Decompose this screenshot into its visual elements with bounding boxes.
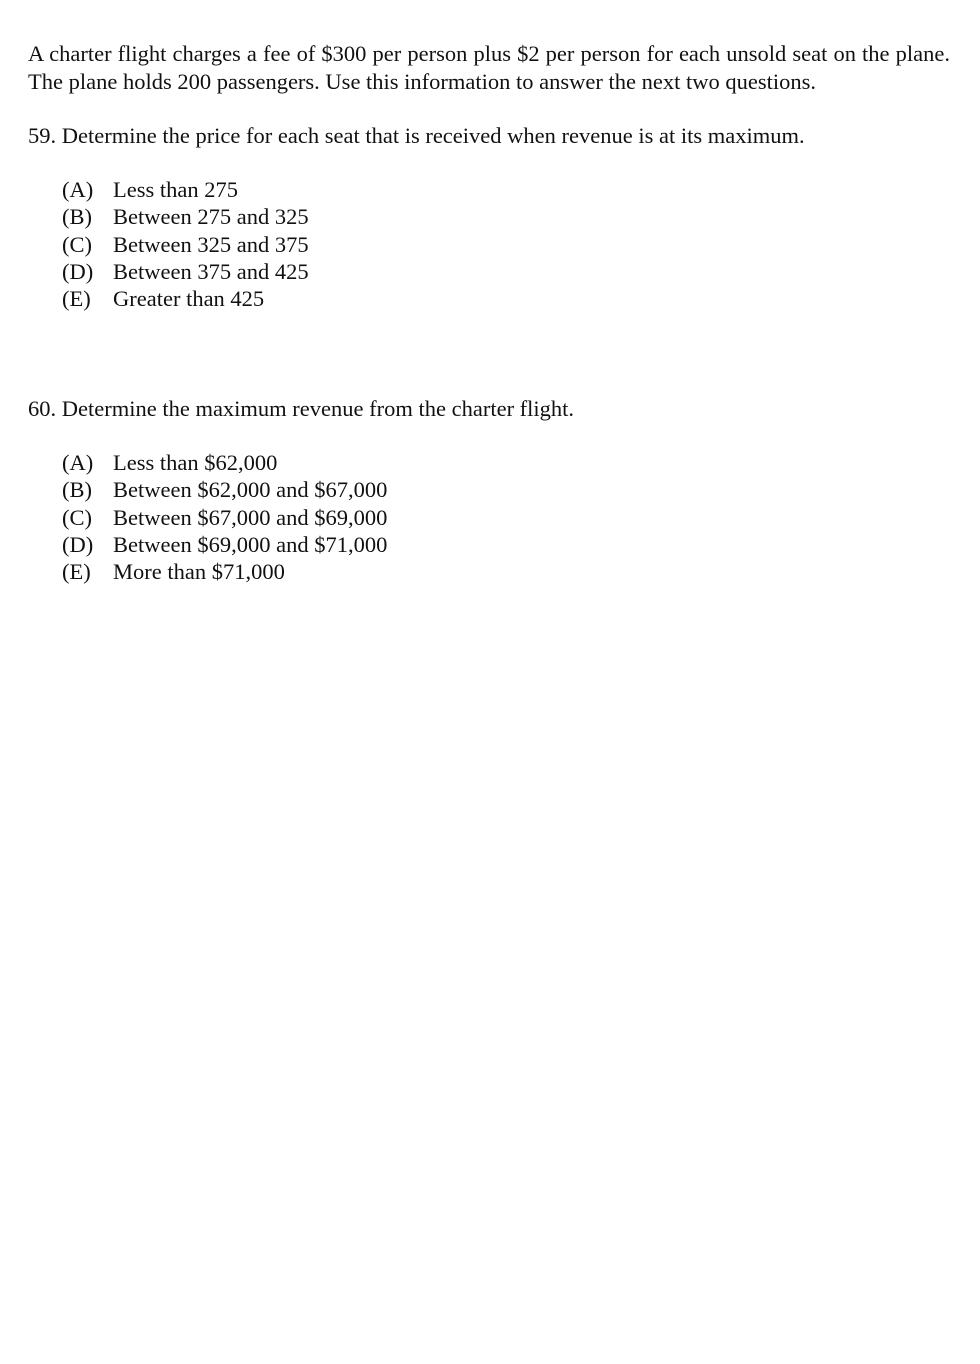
choice-text: Between $69,000 and $71,000	[113, 531, 388, 557]
choice-text: Between $67,000 and $69,000	[113, 504, 388, 530]
choice-text: Greater than 425	[113, 286, 265, 312]
choice-letter: (E)	[62, 559, 91, 585]
question-59-choices	[62, 176, 309, 312]
choice-text: Between 275 and 325	[113, 204, 309, 230]
choice-item	[62, 231, 309, 258]
choice-item	[62, 476, 387, 503]
choice-text: Less than $62,000	[113, 450, 278, 475]
choice-text: Between $62,000 and $67,000	[113, 477, 388, 503]
question-59-stem: 59. Determine the price for each seat that is received when revenue is at its maximum.	[28, 123, 805, 148]
choice-item	[62, 558, 387, 585]
choice-letter: (C)	[62, 231, 92, 257]
choice-item	[62, 258, 309, 285]
question-60-stem: 60. Determine the maximum revenue from the charter flight.	[28, 396, 575, 421]
choice-letter: (B)	[62, 477, 92, 503]
choice-item	[62, 203, 309, 230]
choice-item	[62, 285, 309, 312]
choice-letter: (B)	[62, 204, 92, 230]
choice-item	[62, 531, 387, 558]
choice-text: Between 325 and 375	[113, 231, 309, 257]
choice-letter: (A)	[62, 177, 94, 202]
choice-text: Less than 275	[113, 177, 238, 202]
choice-letter: (C)	[62, 504, 92, 530]
choice-item	[62, 449, 387, 476]
choice-item	[62, 504, 387, 531]
choice-item	[62, 176, 309, 203]
intro-paragraph: A charter flight charges a fee of $300 per person plus $2 per person for each unsold seat on the plane. The plane holds 200 passengers. Use this information to answer the next two questions.	[28, 41, 950, 94]
choice-letter: (A)	[62, 450, 94, 475]
choice-letter: (D)	[62, 258, 94, 284]
question-60-choices	[62, 449, 387, 585]
choice-letter: (E)	[62, 286, 91, 312]
choice-letter: (D)	[62, 531, 94, 557]
choice-text: Between 375 and 425	[113, 258, 309, 284]
choice-text: More than $71,000	[113, 559, 285, 585]
